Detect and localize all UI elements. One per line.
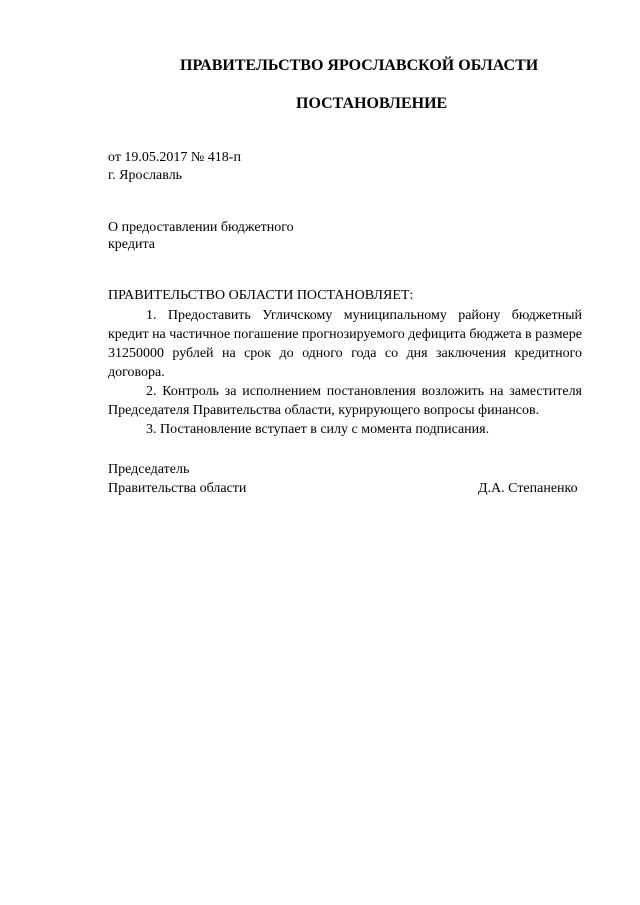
date-number: от 19.05.2017 № 418-п [108,150,241,165]
signer-name: Д.А. Степаненко [478,481,578,496]
subject-line-1: О предоставлении бюджетного [108,220,294,235]
paragraph-3: 3. Постановление вступает в силу с момента подписания. [146,422,490,437]
subject-line-2: кредита [108,237,155,252]
signer-position-line-2: Правительства области [108,481,247,496]
paragraph-1: 1. Предоставить Угличскому муниципальному району бюджетный кредит на частичное погашение прогнозируемого дефицита бюджета в размере 31250000 рублей на срок до одного года со дня заключения кредитного договора. [108,308,582,380]
document-type-title: ПОСТАНОВЛЕНИЕ [296,95,448,112]
place: г. Ярославль [108,168,183,183]
government-title: ПРАВИТЕЛЬСТВО ЯРОСЛАВСКОЙ ОБЛАСТИ [180,57,539,74]
paragraph-2: 2. Контроль за исполнением постановления возложить на заместителя Председателя Правительства области, курирующего вопросы финансов. [108,384,582,418]
decree-heading: ПРАВИТЕЛЬСТВО ОБЛАСТИ ПОСТАНОВЛЯЕТ: [108,288,414,303]
signer-position-line-1: Председатель [108,462,190,477]
document-body [108,306,582,439]
